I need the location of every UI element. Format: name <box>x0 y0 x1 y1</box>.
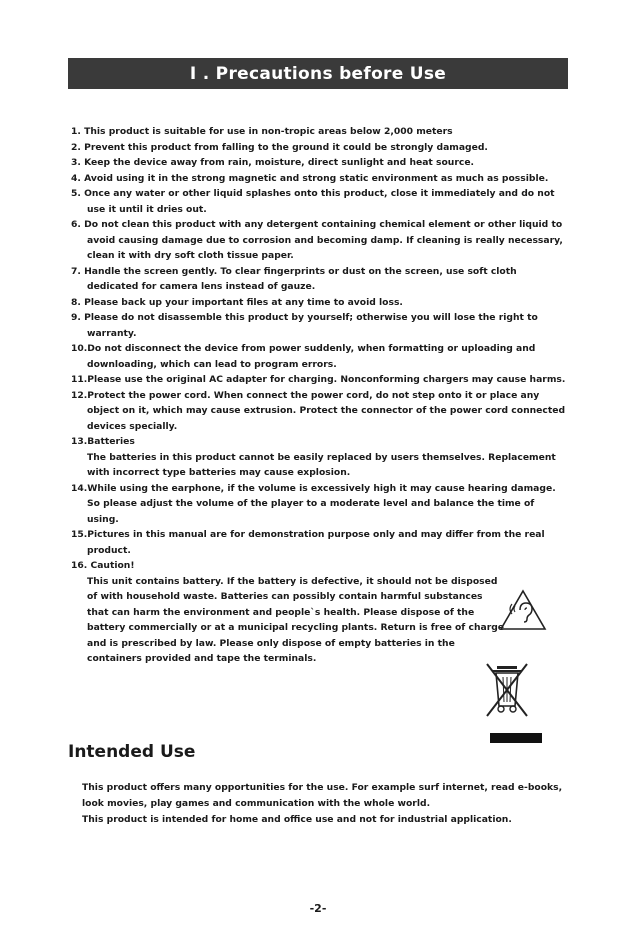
section-header <box>68 58 568 89</box>
crossed-bin-icon <box>483 660 531 720</box>
page-number: -2- <box>309 902 327 915</box>
intended-use-body <box>68 780 568 828</box>
list-item: 12.Protect the power cord. When connect the power cord, do not step onto it or place any object on it, which may cause extrusion. Protect the connector of the power cord connected devices specially. <box>71 389 566 432</box>
list-item: 2. Prevent this product from falling to the ground it could be strongly damaged. <box>71 141 488 153</box>
hearing-warning-icon <box>498 588 548 632</box>
list-item: 4. Avoid using it in the strong magnetic and strong static environment as much as possible. <box>71 172 549 184</box>
list-item: 5. Once any water or other liquid splashes onto this product, close it immediately and do not use it until it dries out. <box>71 188 555 215</box>
list-item-detail: This unit contains battery. If the battery is defective, it should not be disposed of with household waste. Batteries can possibly contain harmful substances that can harm the environment and people`s health. Please dispose of the battery commercially or at a municipal recycling plants. Return is free of charge and is prescribed by law. Please only dispose of empty batteries in the containers provided and tape the terminals. <box>87 575 505 664</box>
list-item: 16. Caution! This unit contains battery. If the battery is defective, it should not be disposed of with household waste. Batteries can possibly contain harmful substances that can harm the environment and people`s health. Please dispose of the battery commercially or at a municipal recycling plants. Return is free of charge and is prescribed by law. Please only dispose of empty batteries in the containers provided and tape the terminals. <box>71 558 568 667</box>
list-item: 13.Batteries The batteries in this product cannot be easily replaced by users themselves. Replacement with incorrect type batteries may cause explosion. <box>71 434 568 481</box>
list-item: 15.Pictures in this manual are for demonstration purpose only and may differ from the real product. <box>71 529 545 556</box>
list-item: 3. Keep the device away from rain, moisture, direct sunlight and heat source. <box>71 157 475 168</box>
list-item: 8. Please back up your important files at any time to avoid loss. <box>71 296 403 308</box>
list-item: 10.Do not disconnect the device from power suddenly, when formatting or uploading and downloading, which can lead to program errors. <box>71 343 536 370</box>
disposal-bar <box>490 733 542 743</box>
precautions-list <box>71 124 568 667</box>
intended-use-paragraph-2: This product is intended for home and office use and not for industrial application. <box>82 814 512 825</box>
list-item: 7. Handle the screen gently. To clear fingerprints or dust on the screen, use soft cloth dedicated for camera lens instead of gauze. <box>71 265 517 292</box>
list-item: 11.Please use the original AC adapter for charging. Nonconforming chargers may cause harms. <box>71 374 566 385</box>
list-item: 14.While using the earphone, if the volume is excessively high it may cause hearing damage. So please adjust the volume of the player to a moderate level and balance the time of using. <box>71 482 556 525</box>
list-item-detail: The batteries in this product cannot be easily replaced by users themselves. Replacement with incorrect type batteries may cause explosion. <box>87 451 556 478</box>
list-item: 9. Please do not disassemble this product by yourself; otherwise you will lose the right to warranty. <box>71 312 538 339</box>
intended-use-title: Intended Use <box>68 742 196 762</box>
list-item: 1. This product is suitable for use in non-tropic areas below 2,000 meters <box>71 126 453 137</box>
list-item: 6. Do not clean this product with any detergent containing chemical element or other liquid to avoid causing damage due to corrosion and becoming damp. If cleaning is really necessary, clean it with dry soft cloth tissue paper. <box>71 219 563 261</box>
section-title-precautions: I . Precautions before Use <box>189 63 447 84</box>
intended-use-paragraph-1: This product offers many opportunities for the use. For example surf internet, read e-books, look movies, play games and communication with the whole world. <box>82 782 563 809</box>
